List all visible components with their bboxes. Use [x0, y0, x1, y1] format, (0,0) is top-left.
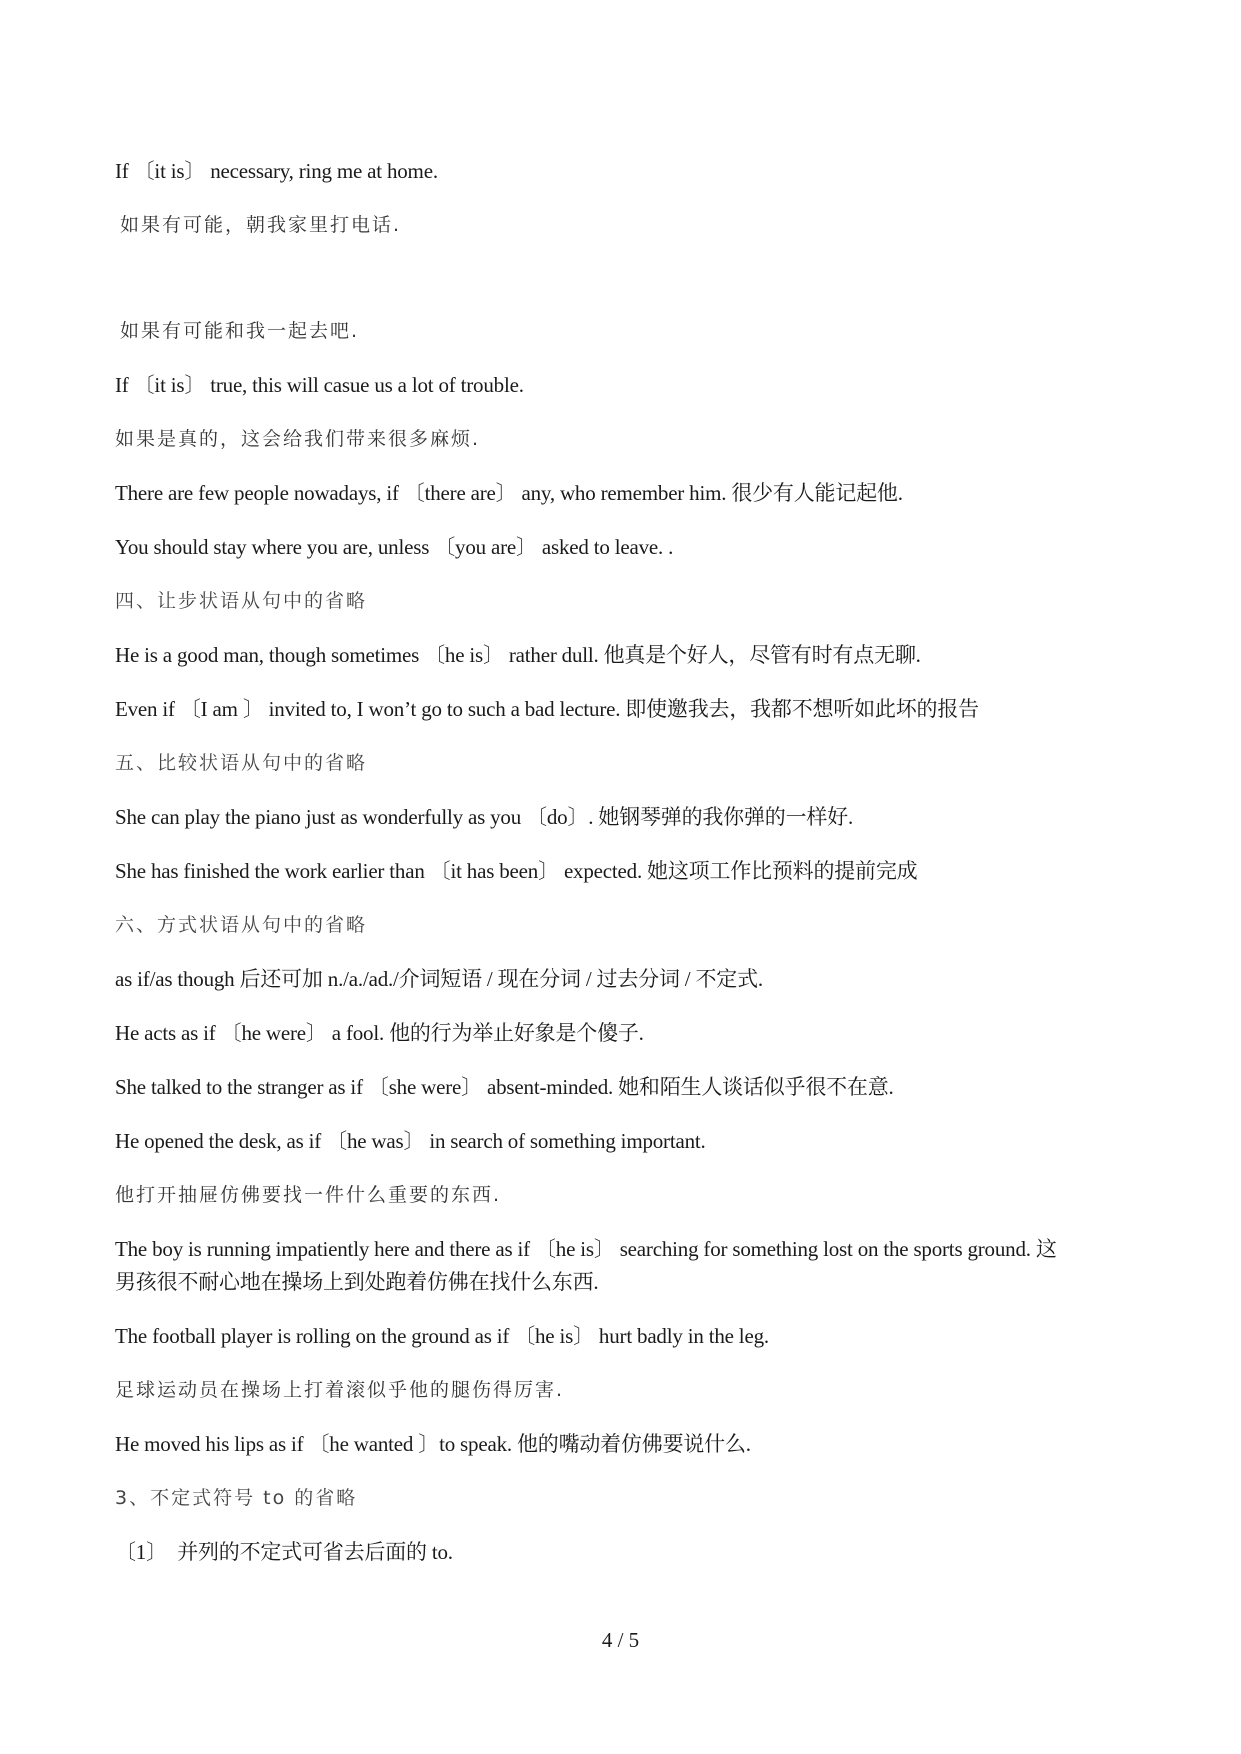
text-line: He opened the desk, as if 〔he was〕 in search of something important.	[115, 1129, 706, 1153]
text-line: There are few people nowadays, if 〔there are〕 any, who remember him. 很少有人能记起他.	[115, 481, 903, 505]
text-line: 如果有可能和我一起去吧.	[120, 320, 360, 342]
text-line: If 〔it is〕 true, this will casue us a lot of trouble.	[115, 373, 524, 397]
text-line: 他打开抽屉仿佛要找一件什么重要的东西.	[115, 1184, 502, 1206]
text-line: The boy is running impatiently here and there as if 〔he is〕 searching for something lost on the sports ground. 这	[115, 1237, 1057, 1261]
page-number: 4 / 5	[601, 1628, 640, 1652]
text-line: The football player is rolling on the ground as if 〔he is〕 hurt badly in the leg.	[115, 1324, 769, 1348]
section-heading: 五、比较状语从句中的省略	[115, 752, 368, 774]
text-line: If 〔it is〕 necessary, ring me at home.	[115, 159, 438, 183]
text-line: You should stay where you are, unless 〔you are〕 asked to leave. .	[115, 535, 674, 559]
text-line: 〔1〕 并列的不定式可省去后面的 to.	[115, 1540, 453, 1564]
text-line: as if/as though 后还可加 n./a./ad./介词短语 / 现在分词 / 过去分词 / 不定式.	[115, 967, 763, 991]
text-line: 如果有可能，朝我家里打电话.	[120, 214, 402, 236]
text-line: 男孩很不耐心地在操场上到处跑着仿佛在找什么东西.	[115, 1270, 599, 1294]
text-line: 如果是真的，这会给我们带来很多麻烦.	[115, 428, 481, 450]
text-line: She has finished the work earlier than 〔it has been〕 expected. 她这项工作比预料的提前完成	[115, 859, 918, 883]
text-line: He is a good man, though sometimes 〔he is〕 rather dull. 他真是个好人，尽管有时有点无聊.	[115, 643, 921, 667]
text-line: She talked to the stranger as if 〔she were〕 absent-minded. 她和陌生人谈话似乎很不在意.	[115, 1075, 894, 1099]
text-line: 足球运动员在操场上打着滚似乎他的腿伤得厉害.	[115, 1379, 565, 1401]
section-heading: 四、让步状语从句中的省略	[115, 590, 368, 612]
text-line: He acts as if 〔he were〕 a fool. 他的行为举止好象是个傻子.	[115, 1021, 644, 1045]
section-heading: 六、方式状语从句中的省略	[115, 914, 368, 936]
section-heading: 3、不定式符号 to 的省略	[115, 1487, 358, 1509]
text-line: He moved his lips as if 〔he wanted 〕to speak. 他的嘴动着仿佛要说什么.	[115, 1432, 751, 1456]
text-line: She can play the piano just as wonderfully as you 〔do〕. 她钢琴弹的我你弹的一样好.	[115, 805, 854, 829]
text-line: Even if 〔I am 〕 invited to, I won’t go to such a bad lecture. 即使邀我去，我都不想听如此坏的报告	[115, 697, 979, 721]
